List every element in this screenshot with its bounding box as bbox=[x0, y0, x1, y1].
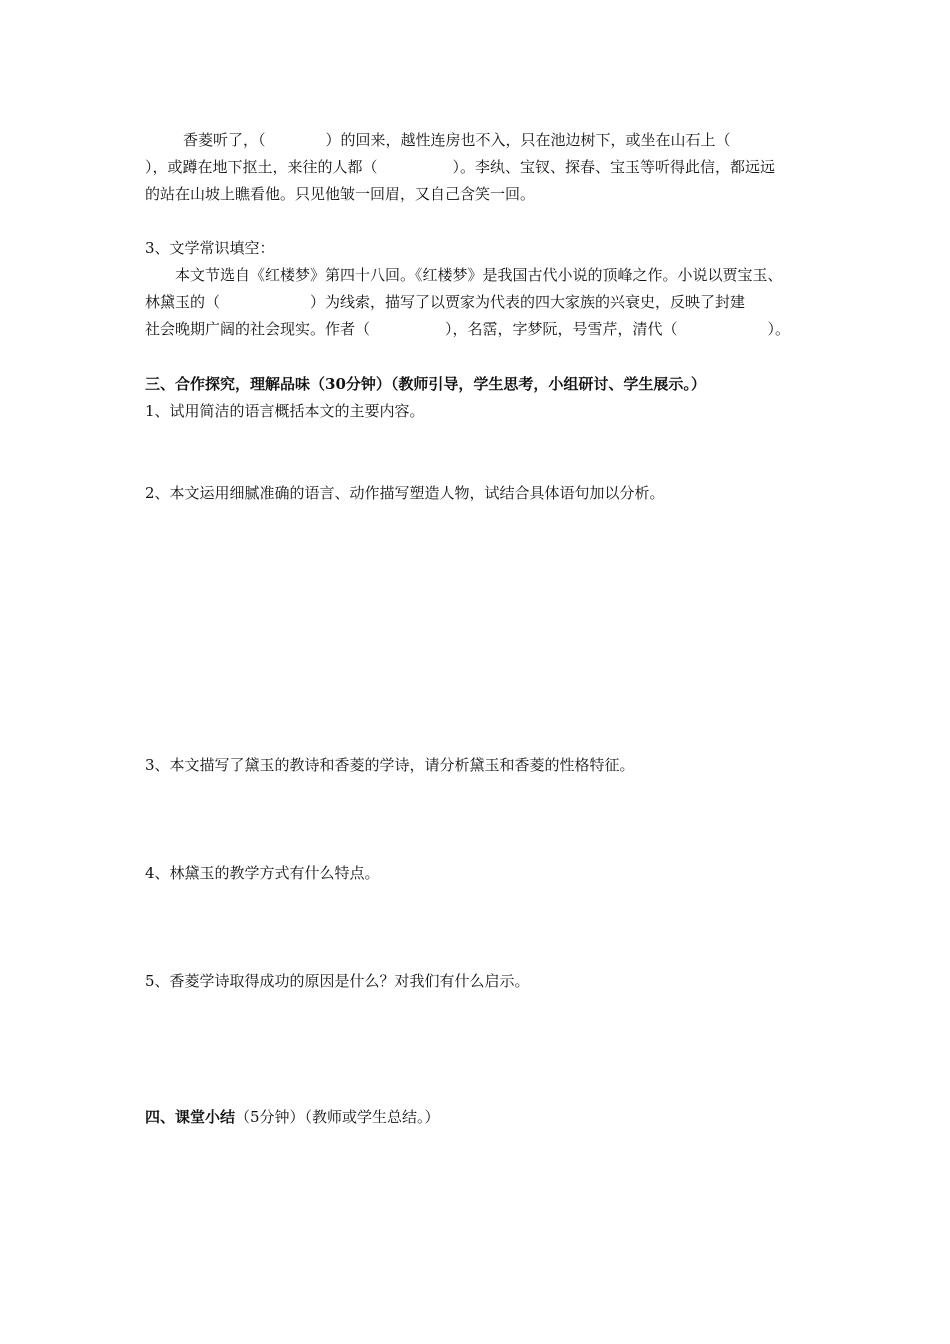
literature-line-2: 林黛玉的（ ）为线索，描写了以贾家为代表的四大家族的兴衰史，反映了封建 bbox=[145, 293, 746, 311]
section-four-heading bbox=[145, 1107, 440, 1127]
section-four-title: 四、课堂小结 bbox=[145, 1108, 236, 1126]
section-four-note: （5分钟）（教师或学生总结。） bbox=[235, 1108, 440, 1126]
section-three-heading: 三、合作探究，理解品味（30分钟）（教师引导，学生思考，小组研讨、学生展示。） bbox=[145, 375, 706, 393]
passage-line-3: 的站在山坡上瞧看他。只见他皱一回眉，又自己含笑一回。 bbox=[145, 185, 536, 203]
literature-line-1: 本文节选自《红楼梦》第四十八回。《红楼梦》是我国古代小说的顶峰之作。小说以贾宝玉、 bbox=[175, 266, 783, 284]
question-5: 5、香菱学诗取得成功的原因是什么？对我们有什么启示。 bbox=[145, 972, 530, 990]
question-1: 1、试用简洁的语言概括本文的主要内容。 bbox=[145, 402, 425, 420]
literature-line-3: 社会晚期广阔的社会现实。作者（ ），名霑，字梦阮，号雪芹，清代（ ）。 bbox=[145, 320, 791, 338]
passage-line-1: 香菱听了，（ ）的回来，越性连房也不入，只在池边树下，或坐在山石上（ bbox=[183, 131, 731, 149]
question-4: 4、林黛玉的教学方式有什么特点。 bbox=[145, 864, 380, 882]
literature-heading: 3、文学常识填空： bbox=[145, 239, 275, 257]
question-3: 3、本文描写了黛玉的教诗和香菱的学诗，请分析黛玉和香菱的性格特征。 bbox=[145, 756, 635, 774]
question-2: 2、本文运用细腻准确的语言、动作描写塑造人物，试结合具体语句加以分析。 bbox=[145, 484, 665, 502]
passage-line-2: ），或蹲在地下抠土，来往的人都（ ）。李纨、宝钗、探春、宝玉等听得此信，都远远 bbox=[145, 158, 776, 176]
